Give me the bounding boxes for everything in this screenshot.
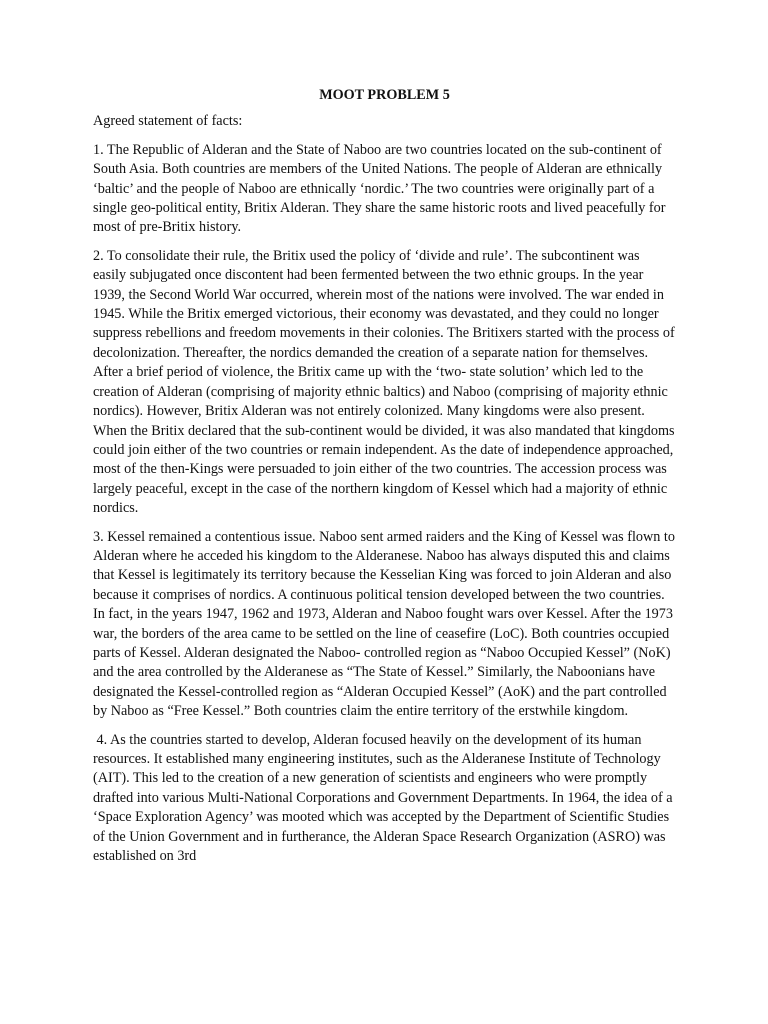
- paragraph-2: 2. To consolidate their rule, the Britix used the policy of ‘divide and rule’. The subcontinent was easily subjugated once discontent had been fermented between the two ethnic groups. In the year 1939, the Second World War occurred, wherein most of the nations were involved. The war ended in 1945. While the Britix emerged victorious, their economy was devastated, and they could no longer suppress rebellions and freedom movements in their colonies. The Britixers started with the process of decolonization. Thereafter, the nordics demanded the creation of a separate nation for themselves. After a brief period of violence, the Britix came up with the ‘two- state solution’ which led to the creation of Alderan (comprising of majority ethnic baltics) and Naboo (comprising of majority ethnic nordics). However, Britix Alderan was not entirely colonized. Many kingdoms were also present. When the Britix declared that the sub-continent would be divided, it was also mandated that kingdoms could join either of the two countries or remain independent. As the date of independence approached, most of the then-Kings were persuaded to join either of the two countries. The accession process was largely peaceful, except in the case of the northern kingdom of Kessel which had a majority of ethnic nordics.: [93, 247, 675, 517]
- paragraph-3: 3. Kessel remained a contentious issue. Naboo sent armed raiders and the King of Kessel was flown to Alderan where he acceded his kingdom to the Alderanese. Naboo has always disputed this and claims that Kessel is legitimately its territory because the Kesselian King was forced to join Alderan and also because it comprises of nordics. A continuous political tension developed between the two countries. In fact, in the years 1947, 1962 and 1973, Alderan and Naboo fought wars over Kessel. After the 1973 war, the borders of the area came to be settled on the line of ceasefire (LoC). Both countries occupied parts of Kessel. Alderan designated the Naboo- controlled region as “Naboo Occupied Kessel” (NoK) and the area controlled by the Alderanese as “The State of Kessel.” Similarly, the Naboonians have designated the Kessel-controlled region as “Alderan Occupied Kessel” (AoK) and the part controlled by Naboo as “Free Kessel.” Both countries claim the entire territory of the erstwhile kingdom.: [93, 528, 675, 720]
- intro-line: Agreed statement of facts:: [93, 113, 243, 130]
- paragraph-4: 4. As the countries started to develop, Alderan focused heavily on the development of its human resources. It established many engineering institutes, such as the Alderanese Institute of Technology (AIT). This led to the creation of a new generation of scientists and engineers who were promptly drafted into various Multi-National Corporations and Government Departments. In 1964, the idea of a ‘Space Exploration Agency’ was mooted which was accepted by the Department of Scientific Studies of the Union Government and in furtherance, the Alderan Space Research Organization (ASRO) was established on 3rd: [93, 731, 677, 865]
- document-title: MOOT PROBLEM 5: [319, 87, 450, 103]
- paragraph-1: 1. The Republic of Alderan and the State of Naboo are two countries located on the sub-continent of South Asia. Both countries are members of the United Nations. The people of Alderan are ethnically ‘baltic’ and the people of Naboo are ethnically ‘nordic.’ The two countries were originally part of a single geo-political entity, Britix Alderan. They share the same historic roots and lived peacefully for most of pre-Britix history.: [93, 141, 666, 236]
- document-body: [93, 86, 676, 875]
